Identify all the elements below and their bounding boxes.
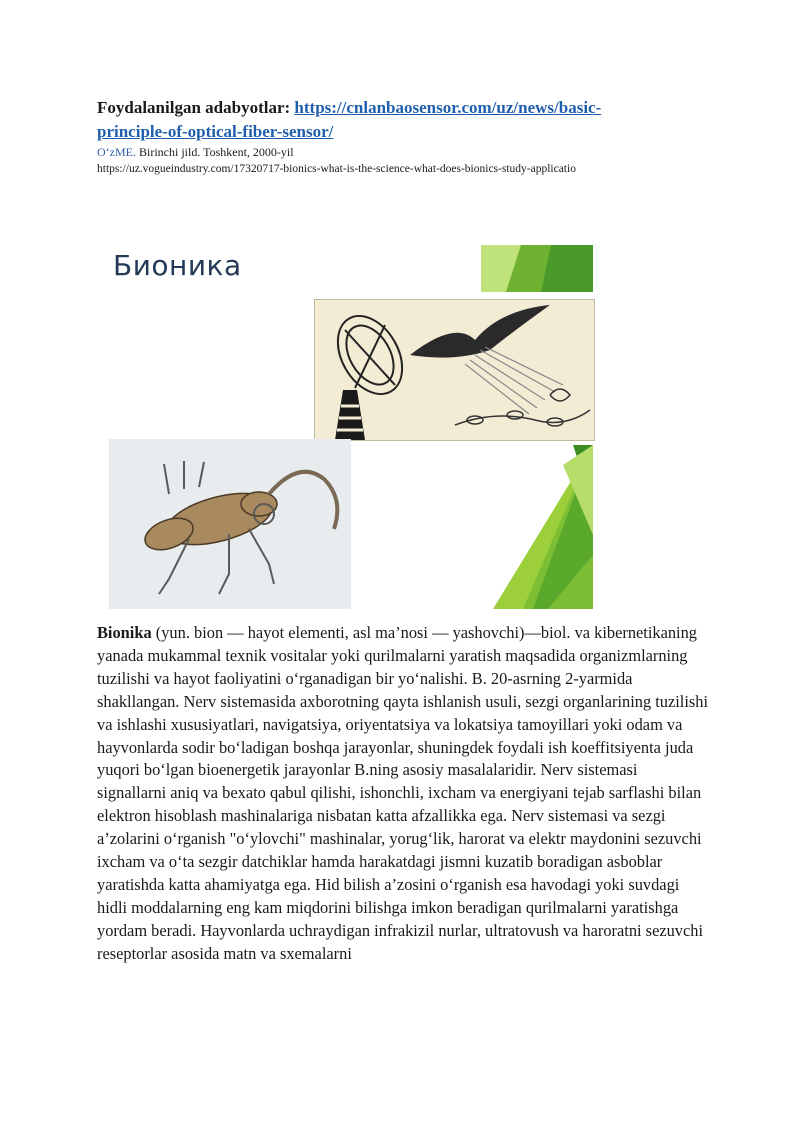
references-block [97, 96, 717, 178]
radar-bat-illustration [314, 299, 595, 441]
robot-lizard-illustration [109, 439, 351, 609]
reference-ozme: O‘zME. [97, 145, 136, 159]
reference-encyclopedia [97, 144, 717, 161]
reference-link-optical-fiber[interactable]: https://cnlanbaosensor.com/uz/news/basic- principle-of-optical-fiber-sensor/ [97, 98, 602, 141]
green-corner-decoration-top [481, 245, 593, 292]
bionika-article-text [97, 622, 709, 966]
reference-source: Birinchi jild. Toshkent, 2000-yil [139, 145, 294, 159]
references-label: Foydalanilgan adabyotlar: [97, 98, 291, 117]
reference-url-vogueindustry[interactable]: https://uz.vogueindustry.com/17320717-bionics-what-is-the-science-what-does-bionics-study-applicatio [97, 163, 576, 175]
green-corner-decoration-right [493, 445, 593, 609]
references-heading [97, 96, 717, 144]
article-term: Bionika [97, 623, 152, 642]
bionics-slide-image [95, 233, 605, 613]
slide-title: Бионика [113, 249, 242, 282]
article-body: (yun. bion — hayot elementi, asl ma’nosi — yashovchi)—biol. va kibernetikaning yanada mukammal texnik vositalar yoki qurilmalarni yaratish maqsadida organizmlarning tuzilishi va hayot faoliyatini o‘rganadigan bir yo‘nalishi. B. 20-asrning 2-yarmida shakllangan. Nerv sistemasida axborotning qayta ishlanish usuli, sezgi organlarining tuzilishi va ishlashi xususiyatlari, navigatsiya, oriyentatsiya va lokatsiya tamoyillari yoki odam va hayvonlarda sodir bo‘ladigan boshqa jarayonlar, shuningdek foydali ish koeffitsiyenta juda yuqori bo‘lgan bioenergetik jarayonlar B.ning asosiy masalalaridir. Nerv sistemasi signallarni aniq va bexato qabul qilishi, ishonchli, ixcham va energiyani tejab sarflashi bilan elektron hisoblash mashinalariga nisbatan katta afzallikka ega. Nerv sistemasi va sezgi a’zolarini o‘rganish "o‘ylovchi" mashinalar, yorug‘lik, harorat va elektr maydonini sezuvchi ixcham va o‘ta sezgir datchiklar hamda harakatdagi jismni kuzatib boradigan asboblar yaratishda katta ahamiyatga ega. Hid bilish a’zosini o‘rganish esa havodagi yoki suvdagi hidli moddalarning eng kam miqdorini bilishga imkon beradigan qurilmalarni yaratishga yordam beradi. Hayvonlarda uchraydigan infrakizil nurlar, ultratovush va haroratni sezuvchi reseptorlar asosida matn va sxemalarni [97, 623, 709, 963]
